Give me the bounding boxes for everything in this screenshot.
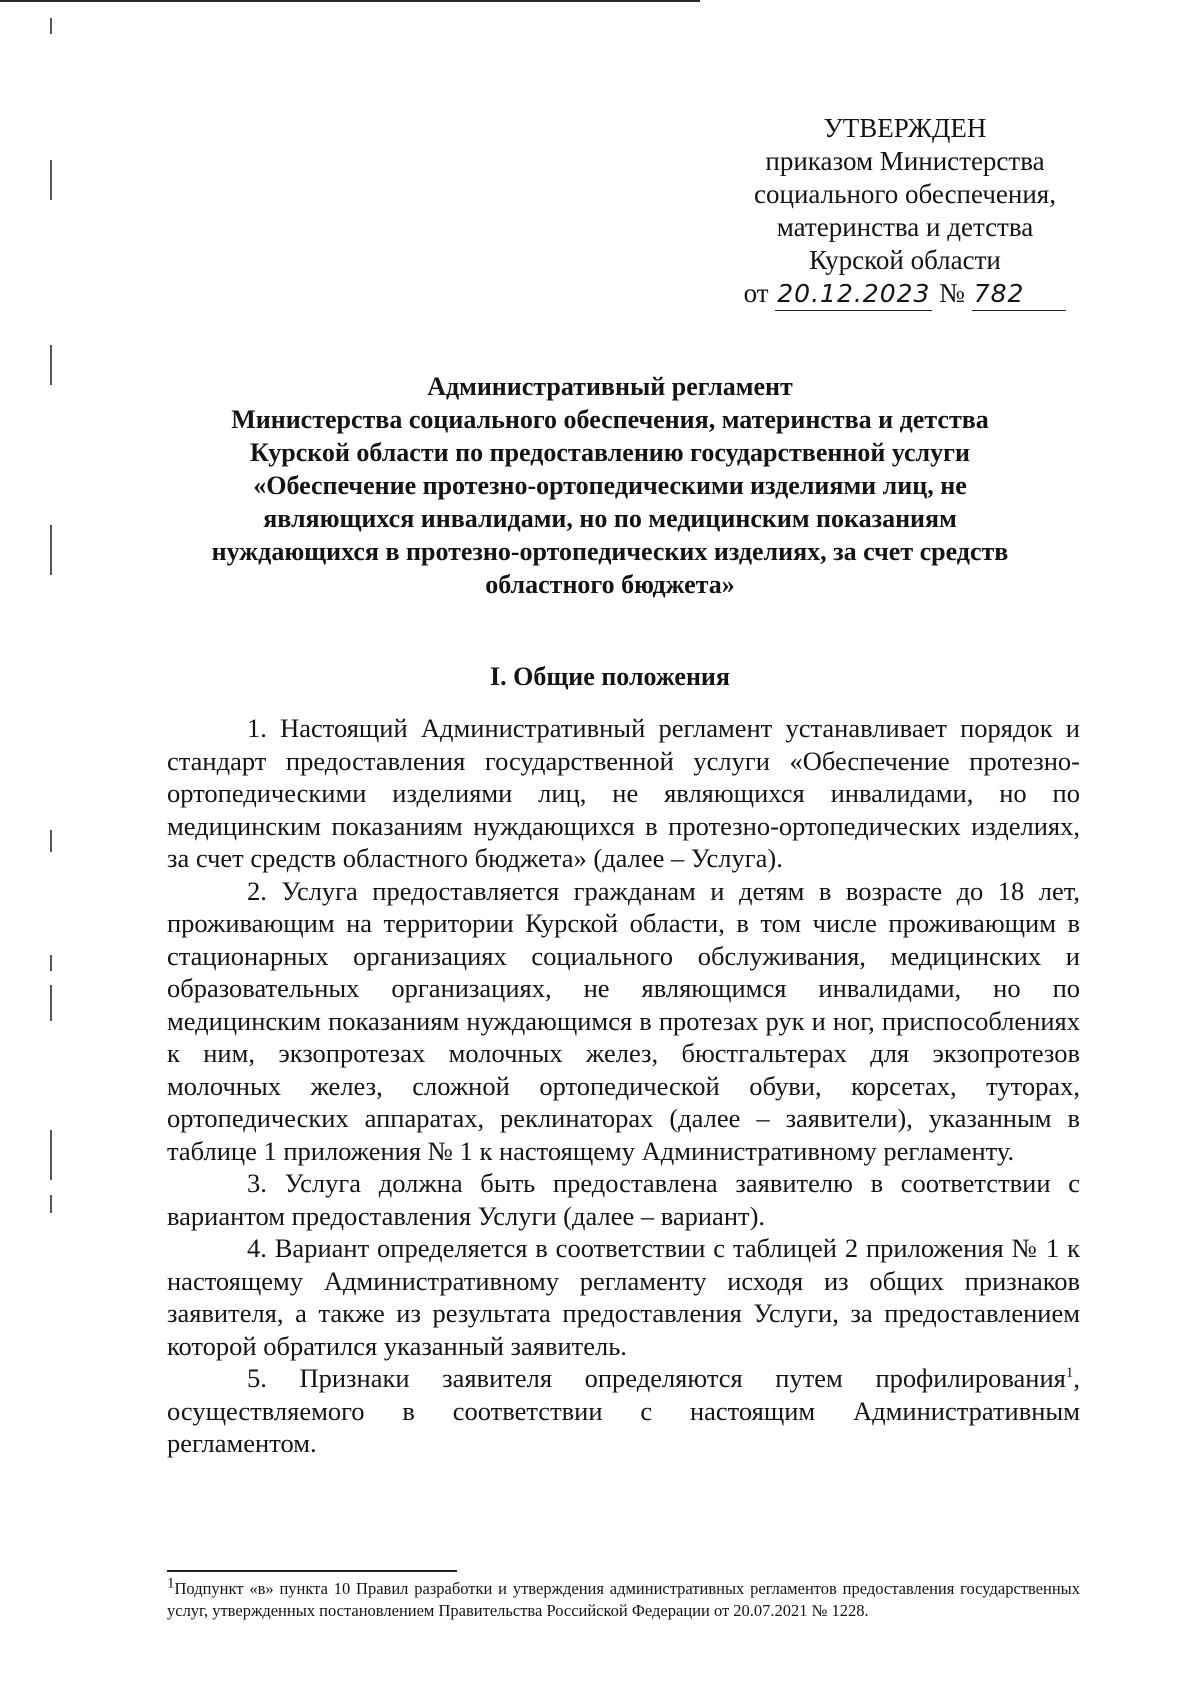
handwritten-date: 20.12.2023: [777, 279, 931, 308]
scan-margin-mark: [50, 525, 52, 575]
scan-margin-mark: [50, 1195, 52, 1213]
scan-margin-mark: [50, 18, 52, 34]
scan-margin-mark: [50, 160, 52, 200]
title-line: Курской области по предоставлению государственной услуги: [250, 438, 970, 467]
paragraph-4: 4. Вариант определяется в соответствии с таблицей 2 приложения № 1 к настоящему Административному регламенту исходя из общих признаков заявителя, а также из результата предоставления Услуги, за предоставлением которой обратился указанный заявитель.: [167, 1233, 1080, 1361]
approval-line: Курской области: [809, 245, 1001, 275]
title-line: Министерства социального обеспечения, материнства и детства: [231, 405, 989, 434]
footnote-mark: 1: [167, 1575, 175, 1592]
document-body: [167, 712, 1080, 1460]
paragraph-5-start: 5. Признаки заявителя определяются путем профилирования: [247, 1363, 1066, 1393]
title-line: «Обеспечение протезно-ортопедическими изделиями лиц, не: [253, 471, 967, 500]
title-line: Административный регламент: [427, 372, 793, 401]
scan-margin-mark: [50, 345, 52, 385]
approval-date-line: [740, 277, 1070, 311]
approval-line: социального обеспечения,: [754, 179, 1056, 209]
document-title: [150, 370, 1070, 601]
approval-stamp-block: [740, 112, 1070, 311]
handwritten-number: 782: [973, 279, 1025, 308]
footnote-text: Подпункт «в» пункта 10 Правил разработки и утверждения административных регламентов предоставления государственных услуг, утвержденных постановлением Правительства Российской Федерации от 20.07.2021 № 1228.: [167, 1579, 1080, 1620]
scan-top-edge: [0, 0, 700, 2]
footnote: [167, 1575, 1080, 1622]
scan-margin-mark: [50, 830, 52, 852]
section-heading: I. Общие положения: [490, 662, 730, 691]
scan-margin-mark: [50, 1130, 52, 1180]
approval-line: материнства и детства: [776, 212, 1034, 242]
approval-line: приказом Министерства: [765, 146, 1045, 176]
paragraph-2: 2. Услуга предоставляется гражданам и детям в возрасте до 18 лет, проживающим на территории Курской области, в том числе проживающим в стационарных организациях социального обслуживания, медицинских и образовательных организациях, не являющимся инвалидами, но по медицинским показаниям нуждающимся в протезах рук и ног, приспособлениях к ним, экзопротезах молочных желез, бюстгальтерах для экзопротезов молочных желез, сложной ортопедической обуви, корсетах, туторах, ортопедических аппаратах, реклинаторах (далее – заявители), указанным в таблице 1 приложения № 1 к настоящему Административному регламенту.: [167, 875, 1080, 1166]
paragraph-5-end: , осуществляемого в соответствии с настоящим Административным регламентом.: [167, 1363, 1080, 1458]
date-prefix: от: [743, 278, 769, 308]
paragraph-5: [167, 1362, 1080, 1460]
number-prefix: №: [939, 278, 965, 308]
paragraph-1: 1. Настоящий Административный регламент устанавливает порядок и стандарт предоставления государственной услуги «Обеспечение протезно-ортопедическими изделиями лиц, не являющихся инвалидами, но по медицинским показаниям нуждающихся в протезно-ортопедических изделиях, за счет средств областного бюджета» (далее – Услуга).: [167, 713, 1080, 873]
title-line: являющихся инвалидами, но по медицинским показаниям: [263, 504, 957, 533]
paragraph-3: 3. Услуга должна быть предоставлена заявителю в соответствии с вариантом предоставления Услуги (далее – вариант).: [167, 1168, 1080, 1231]
scan-margin-mark: [50, 985, 52, 1021]
footnote-reference: 1: [1065, 1365, 1074, 1382]
title-line: нуждающихся в протезно-ортопедических изделиях, за счет средств: [211, 537, 1009, 566]
scan-margin-mark: [50, 955, 52, 971]
title-line: областного бюджета»: [485, 570, 735, 599]
footnote-divider: [167, 1570, 457, 1572]
approval-heading: УТВЕРЖДЕН: [823, 113, 987, 143]
